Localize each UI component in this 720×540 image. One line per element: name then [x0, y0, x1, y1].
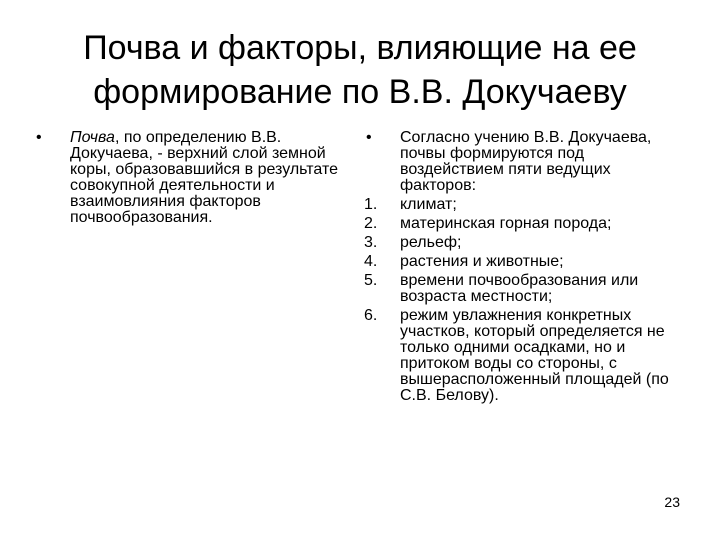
definition-text: , по определению В.В. Докучаева, - верхний слой земной коры, образовавшийся в результате совокупной деятельности и взаимовлияния факторов почвообразования.	[70, 129, 338, 226]
factor-number: 1.	[364, 196, 378, 213]
slide-title: Почва и факторы, влияющие на ее формирование по В.В. Докучаеву	[83, 29, 637, 111]
factor-number: 5.	[364, 272, 378, 289]
factor-number: 6.	[364, 307, 378, 324]
factor-item	[360, 273, 690, 305]
factor-item	[360, 254, 690, 270]
definition-item	[30, 130, 350, 226]
factor-item	[360, 197, 690, 213]
factor-text: времени почвообразования или возраста местности;	[400, 272, 639, 305]
intro-text: Согласно учению В.В. Докучаева, почвы формируются под воздействием пяти ведущих факторов:	[400, 129, 652, 194]
factor-text: растения и животные;	[400, 253, 564, 270]
factor-item	[360, 235, 690, 251]
intro-item	[360, 130, 690, 194]
bullet-icon: •	[36, 129, 42, 146]
factor-text: материнская горная порода;	[400, 215, 612, 232]
factor-text: климат;	[400, 196, 457, 213]
right-column	[360, 130, 690, 407]
factor-number: 4.	[364, 253, 378, 270]
factor-text: режим увлажнения конкретных участков, который определяется не только одними осадками, но и притоком воды со стороны, с вышерасположенный площадей (по С.В. Белову).	[400, 307, 669, 404]
left-column	[30, 130, 350, 229]
factor-item	[360, 308, 690, 404]
definition-term: Почва	[70, 129, 115, 146]
factor-item	[360, 216, 690, 232]
page-number: 23	[664, 494, 680, 510]
factor-number: 3.	[364, 234, 378, 251]
bullet-icon: •	[366, 129, 372, 146]
factor-text: рельеф;	[400, 234, 462, 251]
factor-number: 2.	[364, 215, 378, 232]
